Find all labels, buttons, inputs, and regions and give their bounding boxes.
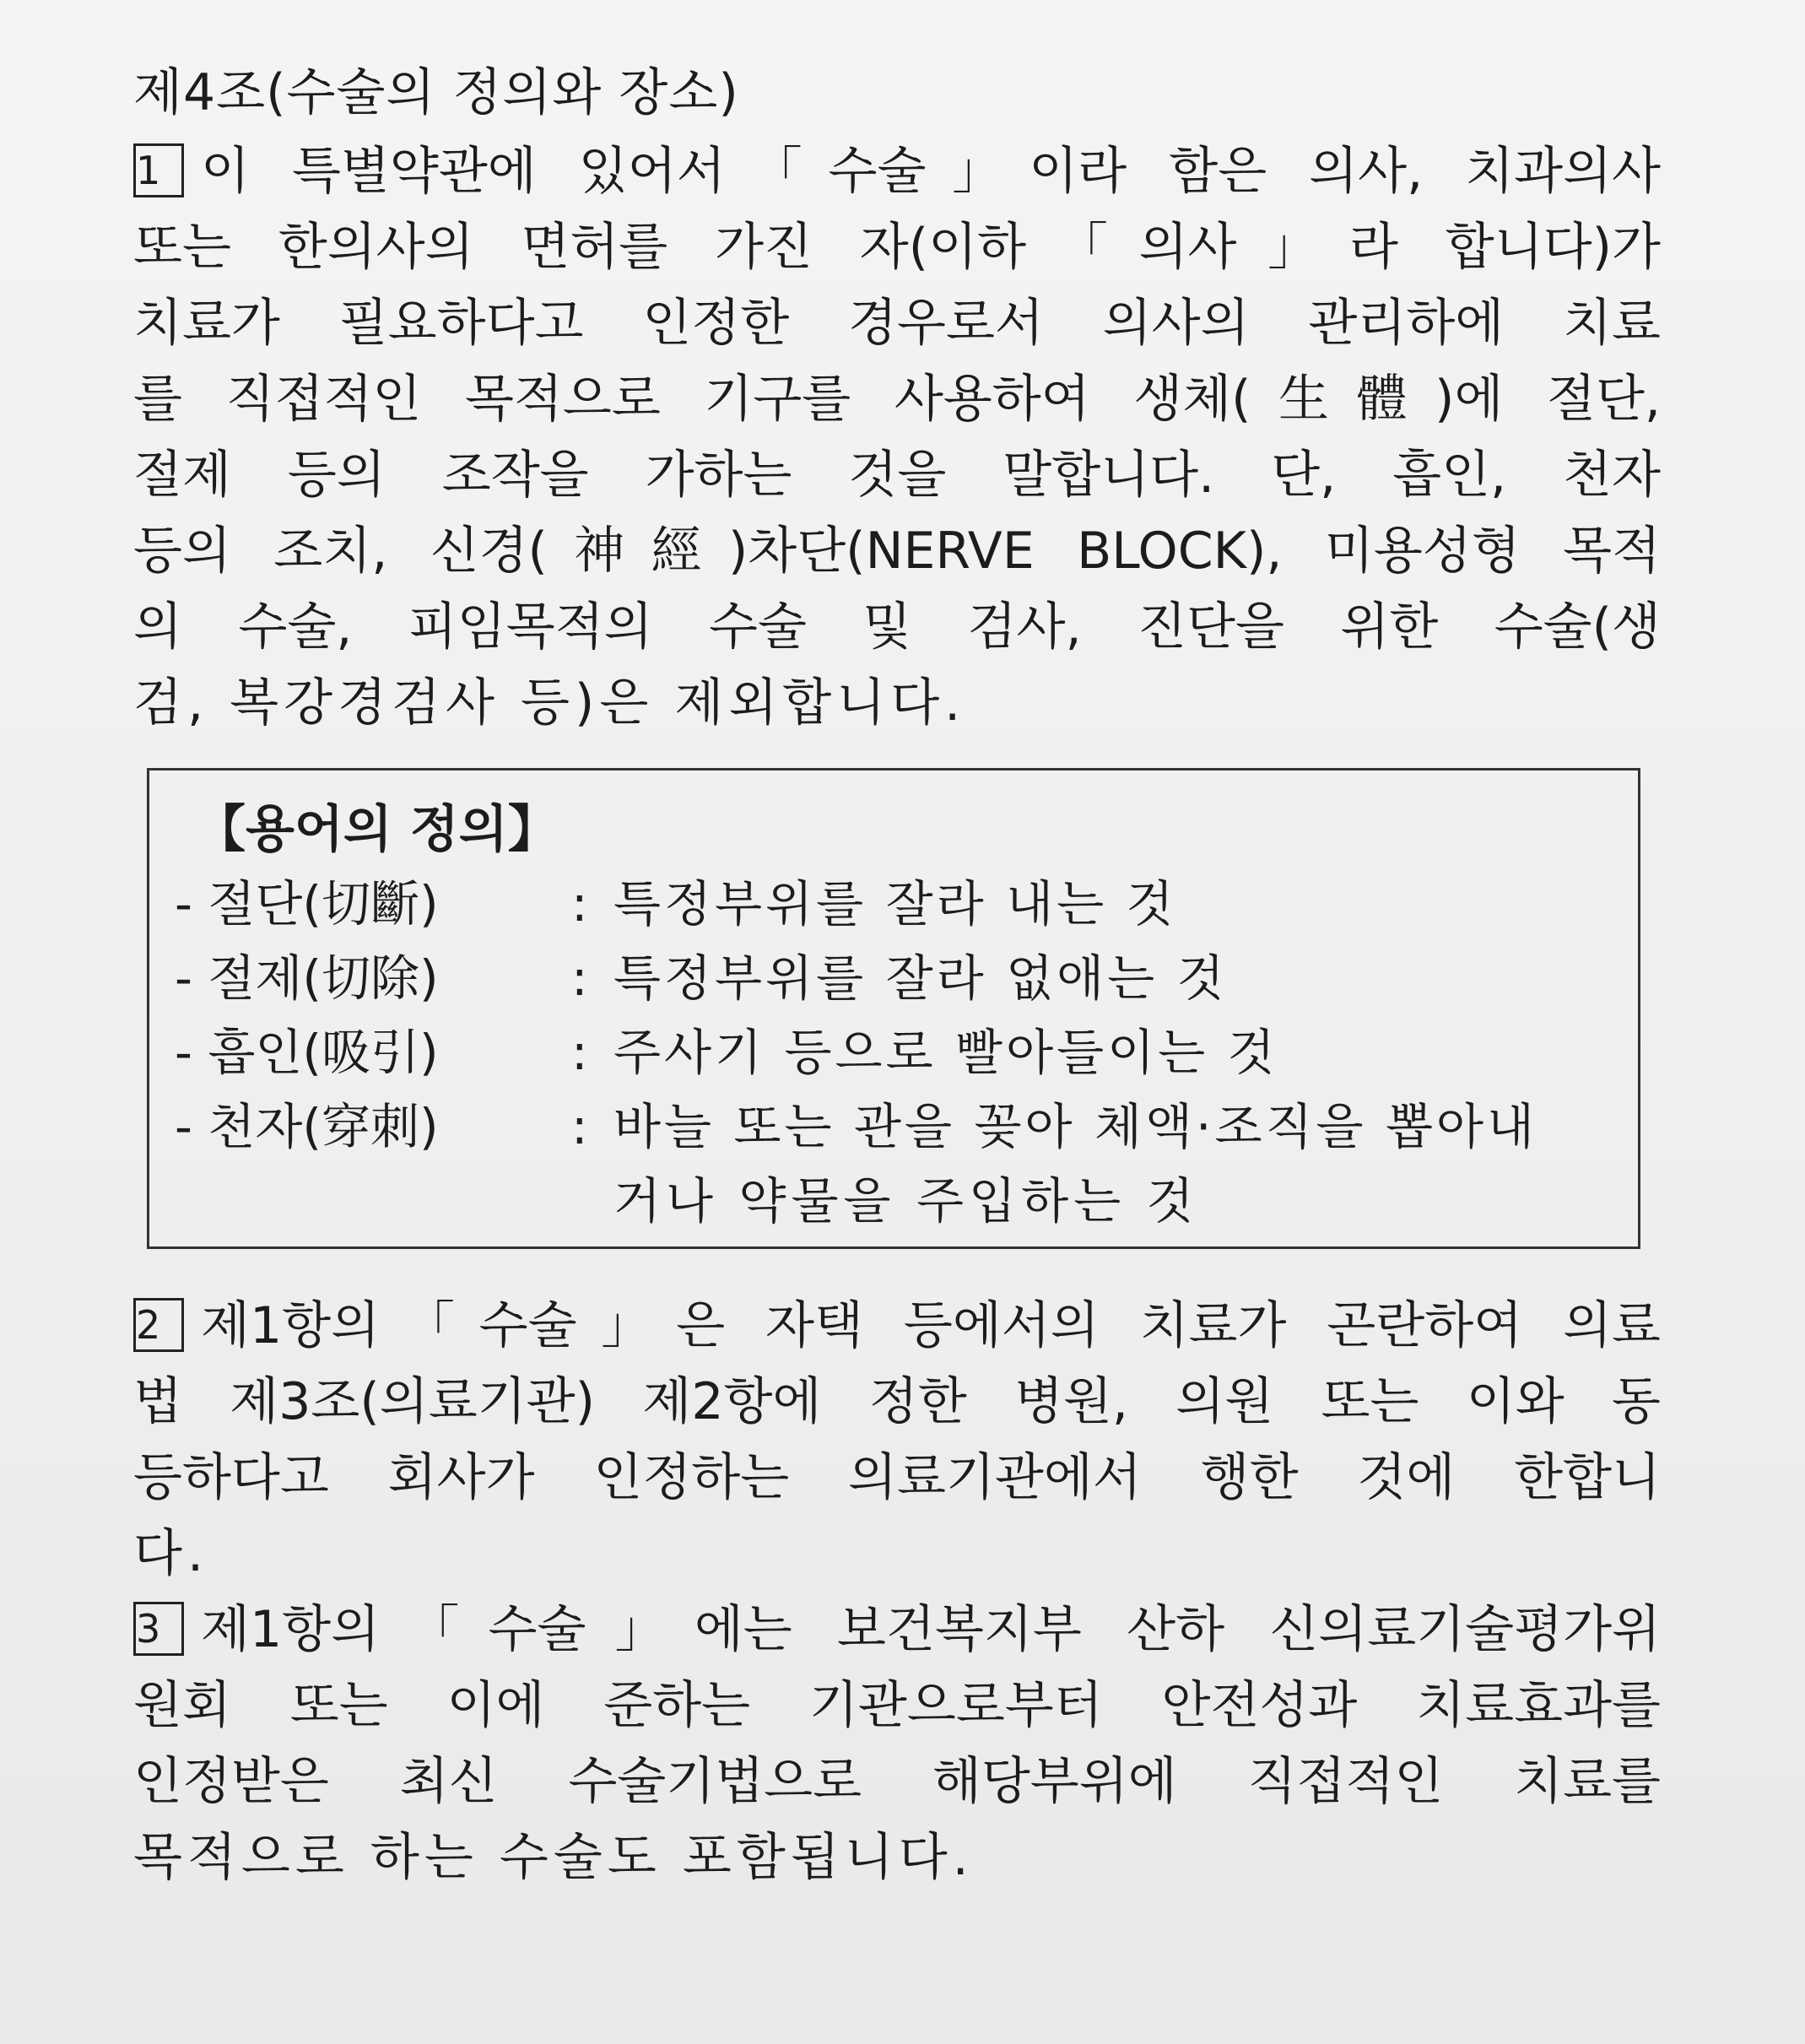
paragraph-1-line: 또는 한의사의 면허를 가진 자(이하「의사」라 합니다)가 [133,218,1661,277]
paragraph-1-line: 의 수술, 피임목적의 수술 및 검사, 진단을 위한 수술(생 [133,598,1661,657]
paragraph-3-line [133,1592,1661,1668]
paragraph-2-line: 법 제3조(의료기관) 제2항에 정한 병원, 의원 또는 이와 동 [133,1372,1661,1431]
definitions-box [147,768,1640,1249]
paragraph-1-line: 검, 복강경검사 등)은 제외합니다. [133,673,966,733]
definition-term: - 흡인(吸引) [175,1024,439,1081]
definition-term: - 절제(切除) [175,949,439,1007]
paragraph-1-line [133,133,1661,209]
paragraph-1-number: 1 [133,143,184,197]
paragraph-2-line: 다. [133,1524,209,1583]
definition-desc: 특정부위를 잘라 없애는 것 [613,949,1228,1007]
paragraph-2-line: 등하다고 회사가 인정하는 의료기관에서 행한 것에 한합니 [133,1448,1661,1507]
article-title: 제4조(수술의 정의와 장소) [133,63,739,122]
paragraph-2-text: 제1항의「수술」은 자택 등에서의 치료가 곤란하여 의료 [201,1296,1661,1355]
definition-row [175,867,1613,941]
paragraph-1-line: 치료가 필요하다고 인정한 경우로서 의사의 관리하에 치료 [133,294,1661,353]
definition-term: - 천자(穿刺) [175,1098,439,1155]
definition-desc: 특정부위를 잘라 내는 것 [613,875,1177,933]
paragraph-2-number: 2 [133,1298,184,1352]
paragraph-3-number: 3 [133,1602,184,1656]
paragraph-1 [133,133,1661,741]
definition-row [175,941,1613,1015]
paragraph-3-line: 인정받은 최신 수술기법으로 해당부위에 직접적인 치료를 [133,1752,1661,1811]
document-page [133,52,1661,1895]
paragraph-1-line: 등의 조치, 신경(神經)차단(NERVE BLOCK), 미용성형 목적 [133,522,1661,581]
definition-colon: : [571,1024,588,1081]
definition-colon: : [571,1098,588,1155]
paragraph-1-line: 절제 등의 조작을 가하는 것을 말합니다. 단, 흡인, 천자 [133,446,1661,505]
paragraph-3-line: 원회 또는 이에 준하는 기관으로부터 안전성과 치료효과를 [133,1676,1661,1735]
definition-colon: : [571,875,588,933]
paragraph-1-line: 를 직접적인 목적으로 기구를 사용하여 생체(生體)에 절단, [133,370,1661,429]
paragraph-2-line [133,1288,1661,1364]
definitions-title: 【용어의 정의】 [195,800,559,859]
definition-desc: 주사기 등으로 빨아들이는 것 [613,1024,1278,1081]
paragraph-3 [133,1592,1661,1895]
definition-colon: : [571,949,588,1007]
definition-term: - 절단(切斷) [175,875,439,933]
paragraph-3-line: 목적으로 하는 수술도 포함됩니다. [133,1828,974,1887]
paragraph-3-text: 제1항의「수술」에는 보건복지부 산하 신의료기술평가위 [201,1600,1661,1659]
definition-row [175,1015,1613,1090]
definition-continuation: 거나 약물을 주입하는 것 [613,1172,1199,1230]
definition-row [175,1090,1613,1164]
definition-desc: 바늘 또는 관을 꽂아 체액·조직을 뽑아내 [613,1098,1538,1155]
paragraph-1-text: 이 특별약관에 있어서「수술」이라 함은 의사, 치과의사 [201,142,1661,201]
paragraph-2 [133,1288,1661,1592]
